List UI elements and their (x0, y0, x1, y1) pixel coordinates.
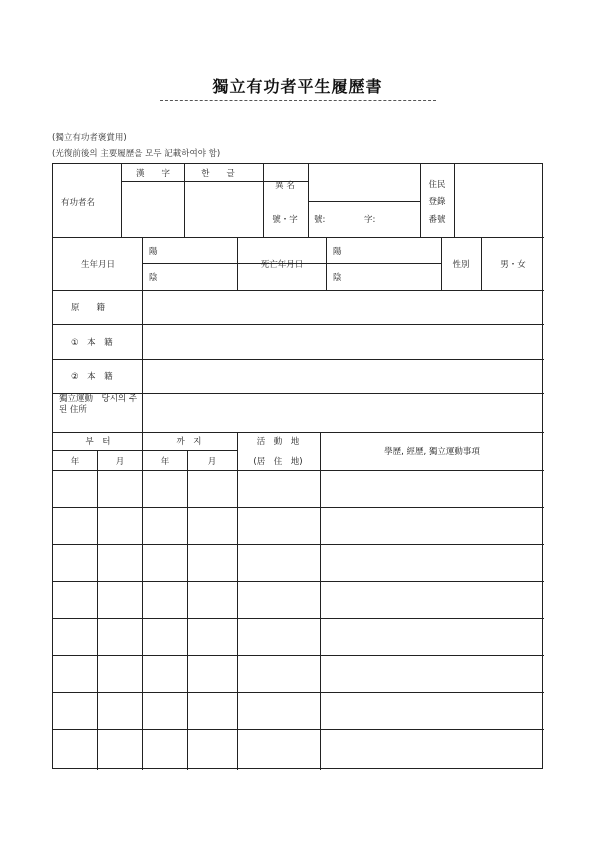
table-row (53, 470, 544, 507)
alias-field[interactable] (311, 167, 417, 199)
to-year-cell[interactable] (145, 621, 184, 652)
activity-place-cell[interactable] (240, 732, 317, 763)
table-row (53, 544, 544, 581)
from-year-cell[interactable] (56, 695, 94, 726)
from-year-cell[interactable] (56, 658, 94, 689)
history-details-cell[interactable] (323, 658, 541, 689)
domicile2-label: ② 本 籍 (71, 372, 113, 382)
to-month-label: 月 (207, 457, 217, 467)
from-year-cell[interactable] (56, 510, 94, 541)
to-month-cell[interactable] (190, 584, 234, 615)
from-label: 부 터 (85, 437, 111, 447)
from-year-label: 年 (70, 457, 80, 467)
from-month-cell[interactable] (100, 510, 139, 541)
to-month-cell[interactable] (190, 658, 234, 689)
from-year-cell[interactable] (56, 621, 94, 652)
to-month-cell[interactable] (190, 621, 234, 652)
to-year-cell[interactable] (145, 473, 184, 504)
sex-label: 性別 (452, 260, 470, 270)
activity-place-cell[interactable] (240, 473, 317, 504)
sex-options[interactable]: 男・女 (500, 260, 526, 270)
history-details-cell[interactable] (323, 732, 541, 763)
movement-address-label: 獨立運動 당시의 주된 住所 (59, 394, 138, 415)
document-title: 獨立有功者平生履歷書 (212, 77, 383, 96)
activity-place-label: 活 動 地 (256, 437, 300, 447)
name-hanja-field[interactable] (125, 185, 181, 235)
to-year-cell[interactable] (145, 658, 184, 689)
to-month-cell[interactable] (190, 695, 234, 726)
from-month-cell[interactable] (100, 658, 139, 689)
history-details-cell[interactable] (323, 584, 541, 615)
from-year-cell[interactable] (56, 732, 94, 763)
birth-lunar-label: 陰 (149, 273, 158, 283)
table-row (53, 581, 544, 618)
table-row (53, 655, 544, 692)
origin-label: 原 籍 (71, 303, 106, 313)
birth-date-label: 生年月日 (80, 260, 116, 270)
resident-no-label-3: 番號 (428, 215, 446, 225)
death-solar-label: 陽 (333, 247, 342, 257)
to-year-cell[interactable] (145, 547, 184, 578)
to-label: 까 지 (176, 437, 202, 447)
resident-no-field[interactable] (457, 167, 541, 235)
to-year-label: 年 (160, 457, 170, 467)
resident-no-label-2: 登錄 (428, 197, 446, 207)
activity-place-cell[interactable] (240, 510, 317, 541)
to-month-cell[interactable] (190, 473, 234, 504)
merit-person-label: 有功者名 (60, 198, 96, 208)
history-details-cell[interactable] (323, 473, 541, 504)
from-year-cell[interactable] (56, 473, 94, 504)
to-month-cell[interactable] (190, 547, 234, 578)
from-month-label: 月 (115, 457, 125, 467)
from-month-cell[interactable] (100, 547, 139, 578)
usage-note: (獨立有功者褒賞用) (52, 133, 127, 143)
birth-solar-label: 陽 (149, 247, 158, 257)
activity-place-cell[interactable] (240, 584, 317, 615)
ho-label: 號: (314, 215, 326, 225)
title-underline (160, 100, 436, 101)
alias-label: 異 名 (275, 181, 295, 191)
to-month-cell[interactable] (190, 510, 234, 541)
instruction-note: (光復前後의 主要履歷을 모두 記載하여야 함) (52, 149, 221, 159)
from-month-cell[interactable] (100, 695, 139, 726)
hanja-label: 漢 字 (135, 169, 171, 179)
history-details-cell[interactable] (323, 547, 541, 578)
activity-place-cell[interactable] (240, 658, 317, 689)
from-month-cell[interactable] (100, 473, 139, 504)
history-header-label: 學歷, 經歷, 獨立運動事項 (384, 447, 480, 457)
activity-place-cell[interactable] (240, 547, 317, 578)
from-year-cell[interactable] (56, 547, 94, 578)
history-details-cell[interactable] (323, 695, 541, 726)
death-date-label: 死亡年月日 (260, 260, 304, 270)
activity-place-cell[interactable] (240, 621, 317, 652)
domicile1-field[interactable] (145, 327, 541, 356)
domicile2-field[interactable] (145, 362, 541, 391)
resident-no-label-1: 住民 (428, 180, 446, 190)
resume-form (52, 163, 543, 769)
origin-field[interactable] (145, 293, 541, 322)
from-month-cell[interactable] (100, 732, 139, 763)
ja-label: 字: (364, 215, 376, 225)
from-year-cell[interactable] (56, 584, 94, 615)
to-year-cell[interactable] (145, 695, 184, 726)
movement-address-field[interactable] (145, 396, 541, 430)
hangul-label: 한 글 (201, 169, 235, 179)
table-row (53, 692, 544, 729)
ho-ja-label: 號・字 (272, 215, 298, 225)
domicile1-label: ① 本 籍 (71, 338, 113, 348)
table-row (53, 729, 544, 766)
history-details-cell[interactable] (323, 510, 541, 541)
death-lunar-label: 陰 (333, 273, 342, 283)
to-year-cell[interactable] (145, 510, 184, 541)
to-month-cell[interactable] (190, 732, 234, 763)
activity-place-cell[interactable] (240, 695, 317, 726)
to-year-cell[interactable] (145, 732, 184, 763)
from-month-cell[interactable] (100, 621, 139, 652)
table-row (53, 618, 544, 655)
residence-label: (居 住 地) (253, 457, 303, 467)
to-year-cell[interactable] (145, 584, 184, 615)
history-details-cell[interactable] (323, 621, 541, 652)
name-hangul-field[interactable] (187, 185, 260, 235)
table-row (53, 507, 544, 544)
from-month-cell[interactable] (100, 584, 139, 615)
